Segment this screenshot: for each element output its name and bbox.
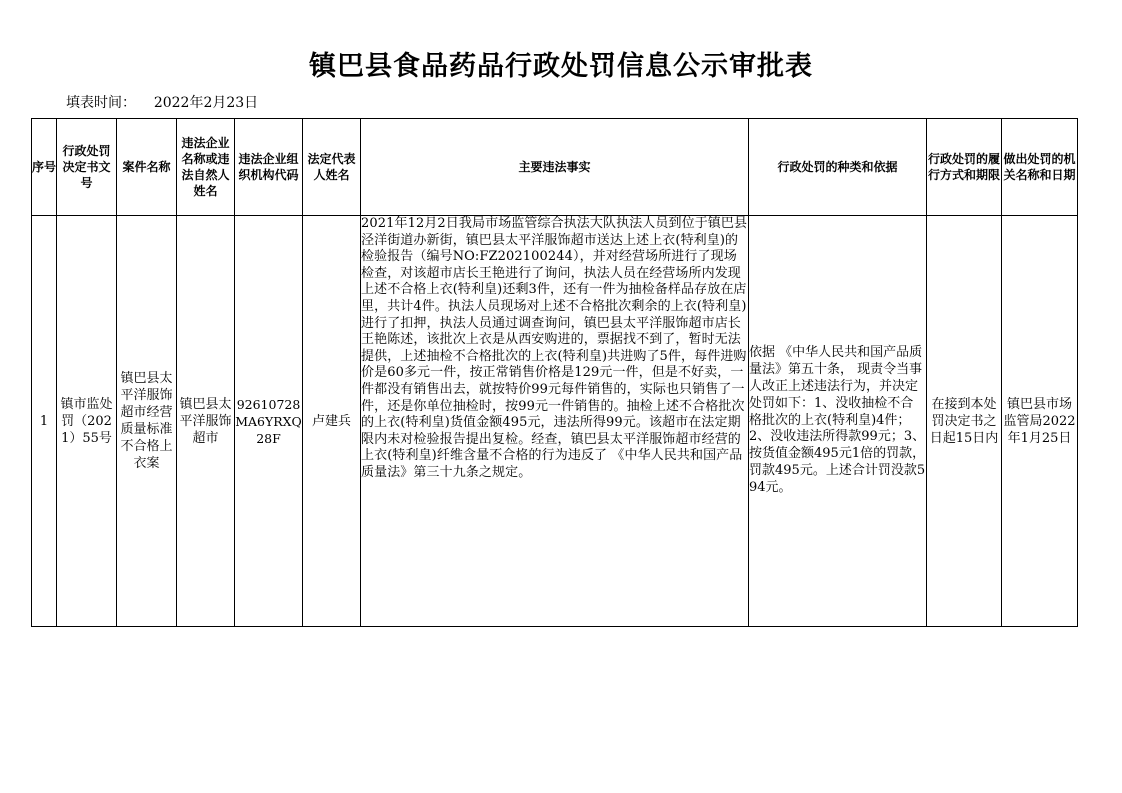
cell-case-name: 镇巴县太平洋服饰超市经营质量标准不合格上衣案 <box>117 216 177 627</box>
header-doc-no: 行政处罚决定书文号 <box>57 119 117 216</box>
cell-org-code: 92610728MA6YRXQ28F <box>235 216 303 627</box>
header-org-code: 违法企业组织机构代码 <box>235 119 303 216</box>
page-title: 镇巴县食品药品行政处罚信息公示审批表 <box>309 51 813 82</box>
fill-date-value: 2022年2月23日 <box>153 95 259 111</box>
cell-legal-rep: 卢建兵 <box>303 216 361 627</box>
header-legal-rep: 法定代表人姓名 <box>303 119 361 216</box>
header-case-name: 案件名称 <box>117 119 177 216</box>
header-row <box>32 119 1078 216</box>
cell-doc-no: 镇市监处罚（2021）55号 <box>57 216 117 627</box>
cell-authority-date: 镇巴县市场监管局2022年1月25日 <box>1002 216 1078 627</box>
header-fulfillment: 行政处罚的履行方式和期限 <box>927 119 1002 216</box>
cell-penalty-basis: 依据 《中华人民共和国产品质量法》第五十条， 现责令当事人改正上述违法行为，并决定处罚如下：1、没收抽检不合格批次的上衣(特利皇)4件；2、没收违法所得款99元；3、按货值金额495元1倍的罚款，罚款495元。上述合计罚没款594元。 <box>749 216 927 627</box>
table-row <box>32 216 1078 627</box>
penalty-table <box>31 118 1078 627</box>
header-authority-date: 做出处罚的机关名称和日期 <box>1002 119 1078 216</box>
cell-seq: 1 <box>32 216 57 627</box>
cell-party: 镇巴县太平洋服饰超市 <box>177 216 235 627</box>
header-facts: 主要违法事实 <box>361 119 749 216</box>
header-party: 违法企业名称或违法自然人姓名 <box>177 119 235 216</box>
cell-fulfillment: 在接到本处罚决定书之日起15日内 <box>927 216 1002 627</box>
fill-date <box>66 92 258 112</box>
header-penalty-basis: 行政处罚的种类和依据 <box>749 119 927 216</box>
cell-facts: 2021年12月2日我局市场监管综合执法大队执法人员到位于镇巴县泾洋街道办新街，镇巴县太平洋服饰超市送达上述上衣(特利皇)的检验报告（编号NO:FZ202100244），并对经营场所进行了现场检查，对该超市店长王艳进行了询问，执法人员在经营场所内发现上述不合格上衣(特利皇)还剩3件，还有一件为抽检备样品存放在店里，共计4件。执法人员现场对上述不合格批次剩余的上衣(特利皇)进行了扣押，执法人员通过调查询问，镇巴县太平洋服饰超市店长王艳陈述，该批次上衣是从西安购进的，票据找不到了，暂时无法提供，上述抽检不合格批次的上衣(特利皇)共进购了5件，每件进购价是60多元一件，按正常销售价格是129元一件，但是不好卖，一件都没有销售出去，就按特价99元每件销售的，实际也只销售了一件，还是你单位抽检时，按99元一件销售的。抽检上述不合格批次的上衣(特利皇)货值金额495元，违法所得99元。该超市在法定期限内未对检验报告提出复检。经查，镇巴县太平洋服饰超市经营的上衣(特利皇)纤维含量不合格的行为违反了 《中华人民共和国产品质量法》第三十九条之规定。 <box>361 216 749 627</box>
header-seq: 序号 <box>32 119 57 216</box>
fill-date-label: 填表时间： <box>66 95 136 111</box>
